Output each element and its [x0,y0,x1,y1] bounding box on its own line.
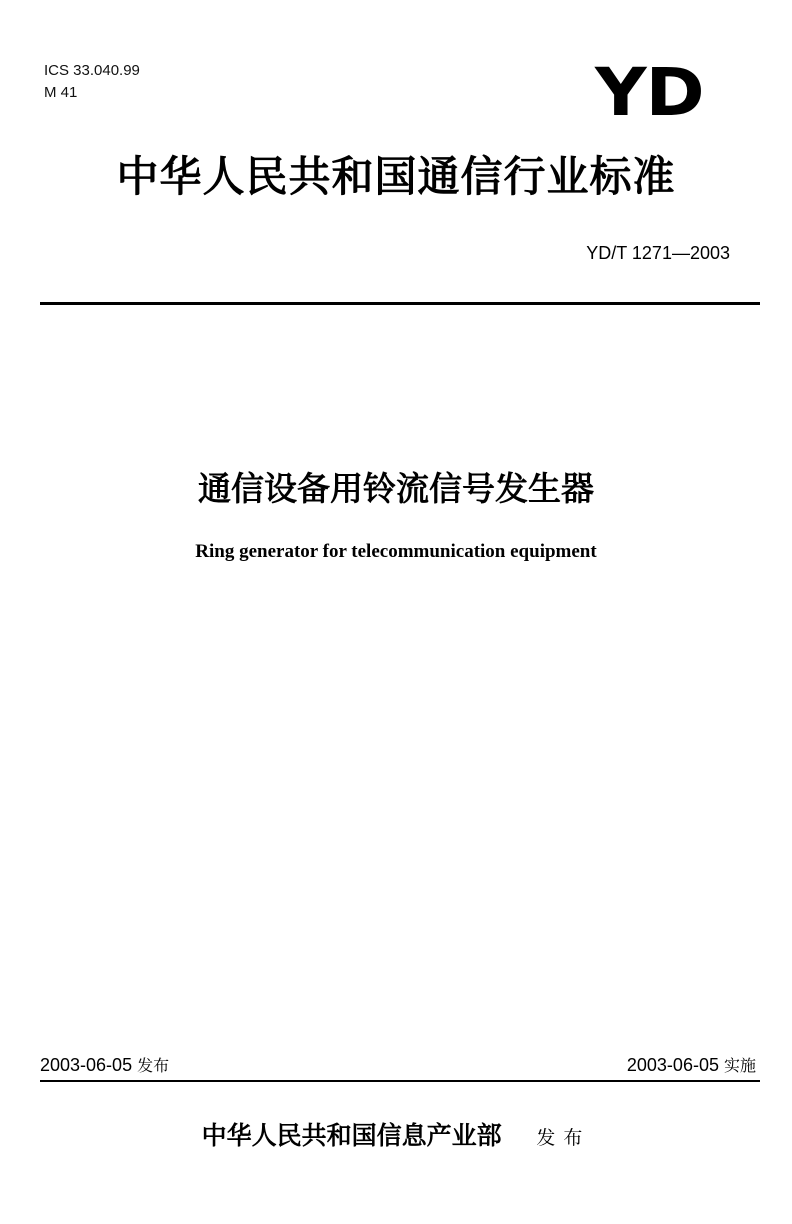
issuer-action: 发布 [536,1127,591,1149]
issue-label: 发布 [137,1056,170,1075]
bottom-divider [40,1080,760,1082]
classification-code: M 41 [44,84,78,101]
document-title-chinese: 通信设备用铃流信号发生器 [198,469,594,508]
implement-date-line [627,1054,756,1077]
standard-number: YD/T 1271—2003 [586,243,730,263]
issue-date-line [40,1054,169,1077]
issuer-line [0,1120,792,1154]
yd-logo: YD [595,54,704,131]
issuer-name: 中华人民共和国信息产业部 [201,1121,502,1150]
top-divider [40,302,760,305]
ics-code: ICS 33.040.99 [44,62,140,79]
implement-label: 实施 [723,1056,756,1075]
standard-category-title: 中华人民共和国通信行业标准 [116,152,676,201]
document-title-english: Ring generator for telecommunication equipment [195,541,597,562]
issue-date: 2003-06-05 [40,1055,133,1075]
implement-date: 2003-06-05 [626,1055,719,1075]
